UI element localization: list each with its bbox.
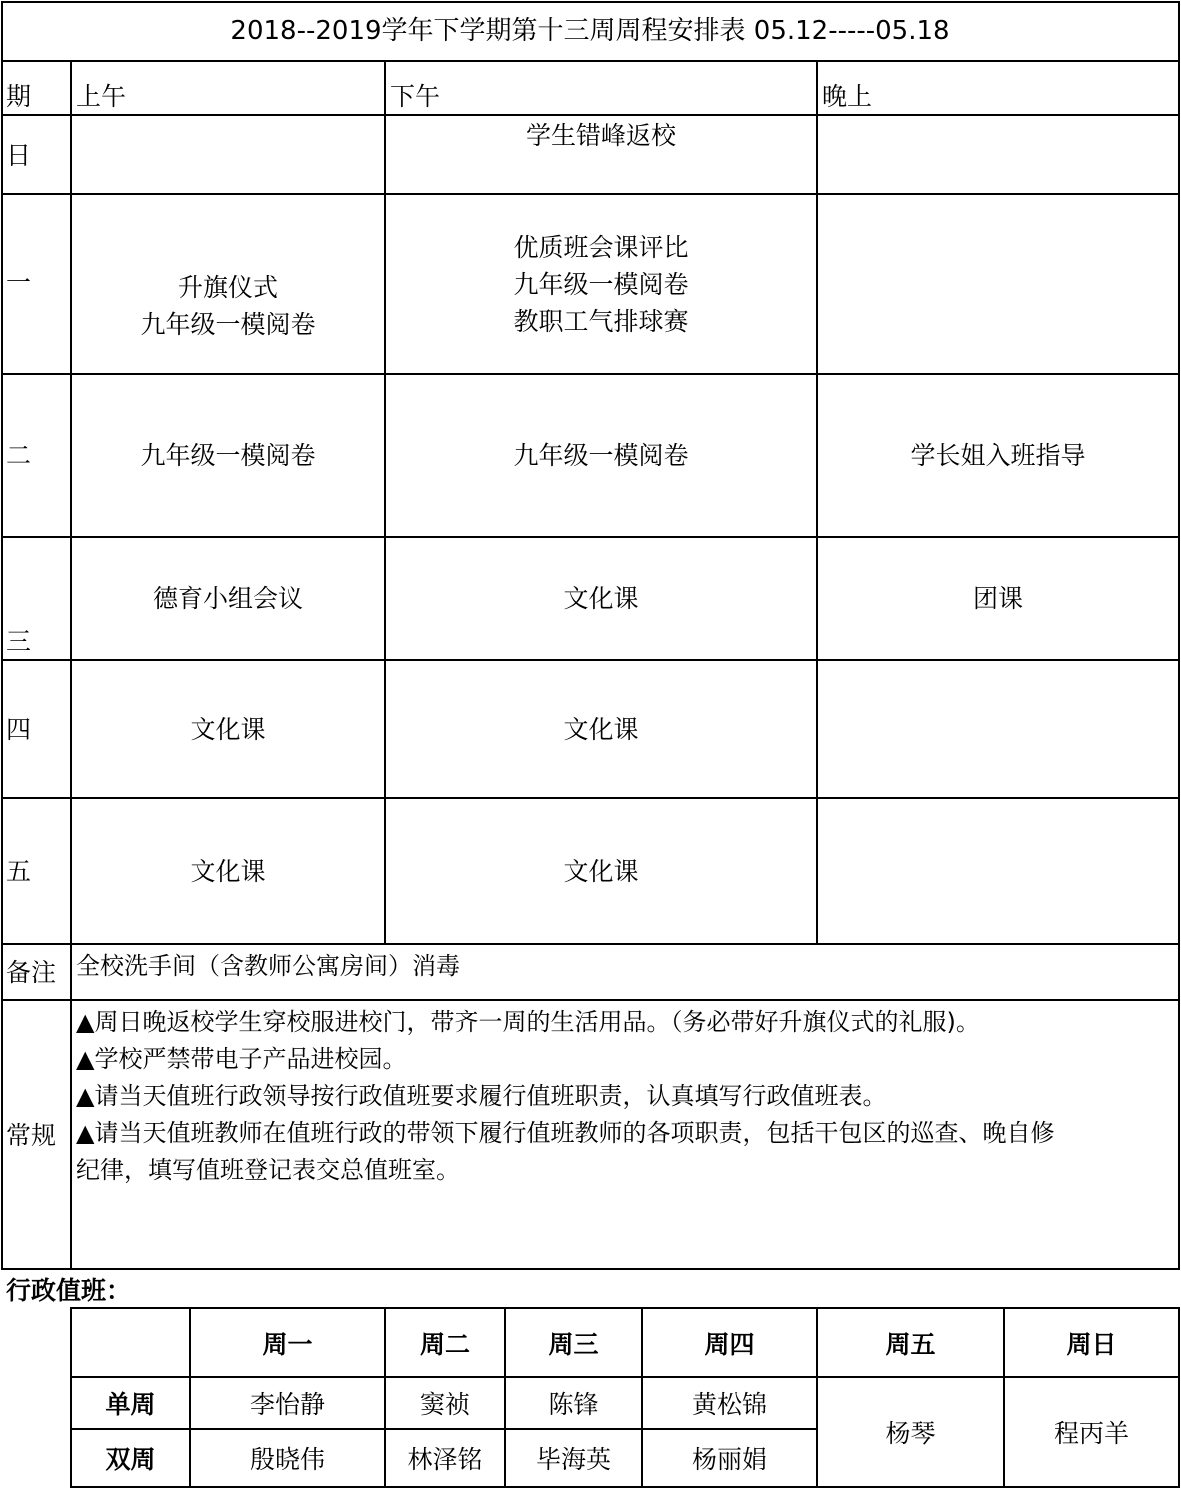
day-label-thu: 四	[6, 715, 32, 744]
mon-afternoon-line: 优质班会课评比	[513, 233, 689, 262]
duty-col-mon: 周一	[262, 1329, 313, 1359]
thu-afternoon: 文化课	[563, 715, 639, 744]
wed-evening: 团课	[972, 584, 1023, 613]
routine-line: ▲学校严禁带电子产品进校园。	[76, 1045, 407, 1073]
duty-col-fri: 周五	[885, 1329, 936, 1359]
duty-sun-name: 程丙羊	[1053, 1419, 1129, 1448]
duty-double-tue: 林泽铭	[407, 1445, 483, 1474]
header-afternoon: 下午	[390, 82, 441, 111]
day-label-mon: 一	[6, 268, 32, 297]
fri-afternoon: 文化课	[563, 857, 639, 886]
routine-line: 纪律，填写值班登记表交总值班室。	[76, 1156, 460, 1184]
mon-afternoon-line: 教职工气排球赛	[513, 307, 689, 336]
routine-label: 常规	[6, 1121, 57, 1150]
duty-double-wed: 毕海英	[535, 1445, 611, 1474]
duty-single-thu: 黄松锦	[691, 1390, 767, 1419]
duty-double-label: 双周	[105, 1445, 156, 1474]
day-label-fri: 五	[6, 857, 32, 886]
routine-notes	[76, 1004, 1176, 1189]
duty-single-wed: 陈锋	[548, 1390, 599, 1419]
duty-single-mon: 李怡静	[249, 1390, 325, 1419]
tue-afternoon: 九年级一模阅卷	[513, 441, 689, 470]
remarks-label: 备注	[6, 958, 57, 987]
duty-single-tue: 窦祯	[419, 1390, 470, 1419]
header-period: 期	[6, 82, 32, 111]
duty-single-label: 单周	[105, 1390, 156, 1419]
routine-line: ▲请当天值班行政领导按行政值班要求履行值班职责，认真填写行政值班表。	[76, 1082, 887, 1110]
header-morning: 上午	[76, 82, 127, 111]
page-title: 2018--2019学年下学期第十三周周程安排表 05.12-----05.18	[230, 16, 950, 46]
duty-heading: 行政值班：	[6, 1276, 132, 1305]
tue-evening: 学长姐入班指导	[910, 441, 1086, 470]
fri-morning: 文化课	[190, 857, 266, 886]
duty-col-thu: 周四	[704, 1329, 755, 1359]
wed-morning: 德育小组会议	[152, 584, 303, 613]
header-evening: 晚上	[822, 82, 873, 111]
remarks-text: 全校洗手间（含教师公寓房间）消毒	[76, 952, 460, 980]
thu-morning: 文化课	[190, 715, 266, 744]
wed-afternoon: 文化课	[563, 584, 639, 613]
duty-col-tue: 周二	[419, 1329, 470, 1359]
mon-morning-line: 九年级一模阅卷	[140, 310, 316, 339]
duty-col-wed: 周三	[548, 1329, 599, 1359]
tue-morning: 九年级一模阅卷	[140, 441, 316, 470]
day-label-tue: 二	[6, 441, 32, 470]
sun-afternoon: 学生错峰返校	[525, 121, 676, 150]
duty-fri-name: 杨琴	[885, 1419, 936, 1448]
day-label-sun: 日	[6, 141, 32, 170]
routine-line: ▲请当天值班教师在值班行政的带领下履行值班教师的各项职责，包括干包区的巡查、晚自修	[76, 1119, 1055, 1147]
duty-double-mon: 殷晓伟	[249, 1445, 325, 1474]
duty-double-thu: 杨丽娟	[691, 1445, 767, 1474]
mon-afternoon	[386, 229, 816, 340]
mon-morning	[72, 269, 384, 343]
mon-morning-line: 升旗仪式	[177, 273, 278, 302]
duty-col-sun: 周日	[1066, 1329, 1117, 1359]
routine-line: ▲周日晚返校学生穿校服进校门，带齐一周的生活用品。（务必带好升旗仪式的礼服)。	[76, 1008, 980, 1036]
day-label-wed: 三	[6, 627, 32, 656]
mon-afternoon-line: 九年级一模阅卷	[513, 270, 689, 299]
